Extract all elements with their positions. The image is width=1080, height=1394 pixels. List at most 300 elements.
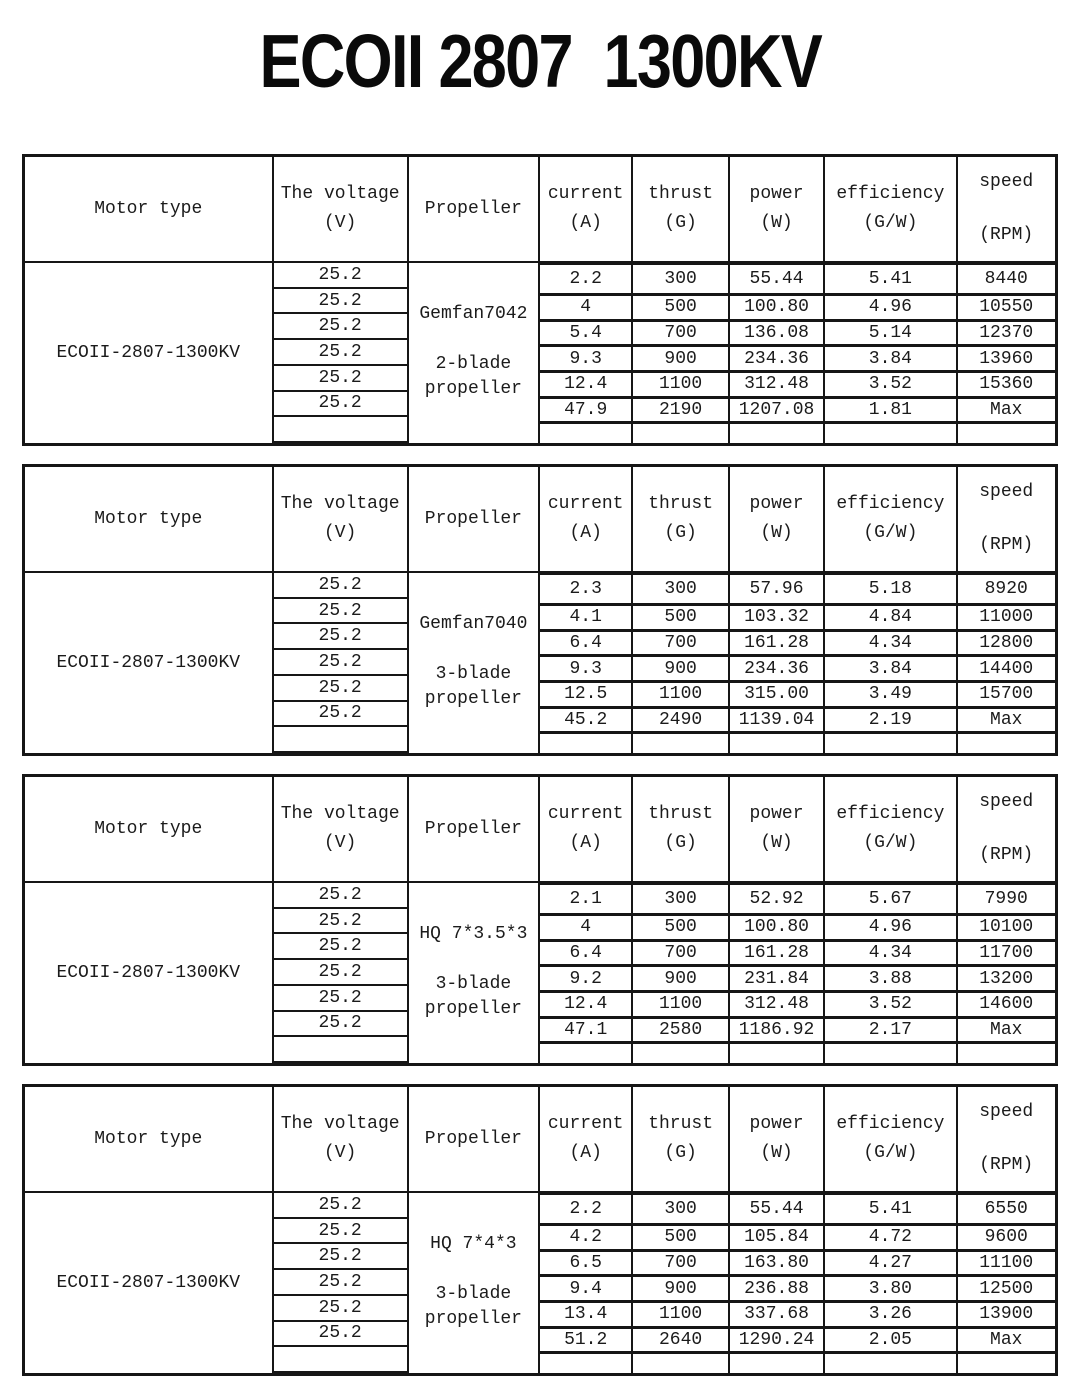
propeller-data-table <box>22 774 1058 1066</box>
header-speed <box>958 777 1055 881</box>
header-power-unit: (W) <box>760 523 793 543</box>
header-power-label: power <box>749 804 804 824</box>
speed-cell <box>958 1044 1055 1063</box>
table-body <box>25 1193 1055 1373</box>
data-row <box>540 709 1055 735</box>
efficiency-cell: 5.67 <box>825 885 957 913</box>
efficiency-cell: 2.17 <box>825 1019 957 1042</box>
speed-cell <box>958 424 1055 443</box>
current-cell: 4 <box>540 296 633 319</box>
header-current <box>540 777 633 881</box>
thrust-cell <box>633 424 729 443</box>
current-cell: 6.5 <box>540 1252 633 1275</box>
header-motor-type <box>25 777 274 881</box>
propeller-blade-type <box>425 972 522 1022</box>
measurement-grid <box>540 1193 1055 1373</box>
voltage-cell: 25.2 <box>274 1270 407 1296</box>
data-row <box>540 657 1055 683</box>
data-row <box>540 347 1055 373</box>
thrust-cell: 2580 <box>633 1019 729 1042</box>
propeller-data-table <box>22 464 1058 756</box>
efficiency-cell <box>825 734 957 753</box>
efficiency-cell <box>825 1044 957 1063</box>
thrust-cell: 500 <box>633 1226 729 1249</box>
data-row <box>540 1252 1055 1278</box>
thrust-cell: 2190 <box>633 399 729 422</box>
efficiency-cell: 3.84 <box>825 347 957 370</box>
header-current-unit: (A) <box>569 833 602 853</box>
propeller-cell <box>409 263 540 443</box>
header-efficiency-unit: (G/W) <box>863 213 918 233</box>
measurement-grid <box>540 883 1055 1063</box>
speed-cell: Max <box>990 1330 1023 1351</box>
header-voltage-unit: (V) <box>323 833 357 853</box>
current-cell: 45.2 <box>540 709 633 732</box>
voltage-cell: 25.2 <box>274 934 407 960</box>
efficiency-cell: 5.14 <box>825 322 957 345</box>
header-power-label: power <box>749 184 804 204</box>
header-thrust-label: thrust <box>648 1114 713 1134</box>
thrust-cell <box>633 1354 729 1373</box>
table-body <box>25 883 1055 1063</box>
speed-cell: 12500 <box>979 1278 1034 1299</box>
speed-cell: 6550 <box>984 1199 1028 1219</box>
motor-type-value: ECOII-2807-1300KV <box>56 653 241 673</box>
header-efficiency <box>825 467 957 571</box>
data-row <box>540 1195 1055 1226</box>
current-cell: 9.3 <box>540 657 633 680</box>
header-current-label: current <box>547 804 624 824</box>
header-current-unit: (A) <box>569 1143 602 1163</box>
thrust-cell: 500 <box>633 296 729 319</box>
thrust-cell: 1100 <box>633 373 729 396</box>
data-row <box>540 916 1055 942</box>
header-thrust-label: thrust <box>648 494 713 514</box>
table-body <box>25 573 1055 753</box>
header-efficiency <box>825 157 957 261</box>
header-voltage-label: The voltage <box>280 494 400 514</box>
voltage-cell <box>274 1037 407 1063</box>
voltage-cell <box>274 727 407 753</box>
page-title-text: ECOII 2807 1300KV <box>259 19 821 103</box>
header-efficiency-label: efficiency <box>836 804 945 824</box>
speed-cell: 15360 <box>979 374 1034 395</box>
efficiency-cell: 3.26 <box>825 1303 957 1326</box>
header-motor-type-label: Motor type <box>94 818 203 839</box>
header-efficiency-label: efficiency <box>836 184 945 204</box>
header-current-label: current <box>547 1114 624 1134</box>
power-cell: 57.96 <box>730 575 825 603</box>
current-cell: 2.2 <box>540 1195 633 1223</box>
propeller-blade-line2: propeller <box>424 689 522 709</box>
voltage-column <box>274 883 409 1063</box>
header-motor-type <box>25 157 274 261</box>
power-cell <box>730 1354 825 1373</box>
thrust-cell: 700 <box>633 942 729 965</box>
header-thrust-unit: (G) <box>664 1143 697 1163</box>
header-efficiency-label: efficiency <box>836 494 945 514</box>
voltage-cell: 25.2 <box>274 1012 407 1038</box>
speed-cell: 11700 <box>979 943 1034 964</box>
header-thrust-label: thrust <box>648 804 713 824</box>
table-header-row <box>25 157 1055 263</box>
power-cell: 100.80 <box>730 296 825 319</box>
efficiency-cell: 3.52 <box>825 373 957 396</box>
header-efficiency <box>825 777 957 881</box>
thrust-cell: 300 <box>633 575 729 603</box>
power-cell: 236.88 <box>730 1277 825 1300</box>
power-cell: 231.84 <box>730 967 825 990</box>
power-cell: 136.08 <box>730 322 825 345</box>
voltage-cell <box>274 417 407 443</box>
data-row <box>540 683 1055 709</box>
header-current <box>540 1087 633 1191</box>
motor-type-value: ECOII-2807-1300KV <box>56 1273 241 1293</box>
header-voltage-label: The voltage <box>280 1114 400 1134</box>
current-cell: 4.2 <box>540 1226 633 1249</box>
power-cell: 103.32 <box>730 606 825 629</box>
current-cell: 2.1 <box>540 885 633 913</box>
thrust-cell: 1100 <box>633 683 729 706</box>
current-cell: 47.9 <box>540 399 633 422</box>
voltage-cell: 25.2 <box>274 599 407 625</box>
header-current <box>540 157 633 261</box>
power-cell: 161.28 <box>730 942 825 965</box>
thrust-cell: 1100 <box>633 993 729 1016</box>
data-row <box>540 373 1055 399</box>
measurement-grid <box>540 263 1055 443</box>
current-cell: 6.4 <box>540 632 633 655</box>
power-cell: 312.48 <box>730 373 825 396</box>
header-speed-unit: (RPM) <box>979 225 1034 245</box>
propeller-blade-line2: propeller <box>424 379 522 399</box>
speed-cell: Max <box>990 710 1023 731</box>
data-row <box>540 967 1055 993</box>
current-cell: 4.1 <box>540 606 633 629</box>
efficiency-cell: 4.96 <box>825 916 957 939</box>
propeller-cell <box>409 883 540 1063</box>
data-row <box>540 885 1055 916</box>
speed-cell: 13900 <box>979 1304 1034 1325</box>
propeller-blade-type <box>425 352 522 402</box>
table-header-row <box>25 467 1055 573</box>
current-cell: 12.4 <box>540 373 633 396</box>
propeller-blade-type <box>425 1282 522 1332</box>
power-cell: 1207.08 <box>730 399 825 422</box>
header-voltage-label: The voltage <box>280 184 400 204</box>
header-power <box>730 1087 825 1191</box>
header-speed-unit: (RPM) <box>979 845 1034 865</box>
propeller-blade-line1: 3-blade <box>435 1284 512 1304</box>
current-cell <box>540 424 633 443</box>
header-power-label: power <box>749 1114 804 1134</box>
header-power <box>730 157 825 261</box>
header-efficiency-unit: (G/W) <box>863 523 918 543</box>
header-speed-label: speed <box>979 172 1034 192</box>
data-row <box>540 575 1055 606</box>
thrust-cell: 900 <box>633 657 729 680</box>
thrust-cell <box>633 734 729 753</box>
propeller-cell <box>409 1193 540 1373</box>
speed-cell: 8440 <box>984 269 1028 289</box>
efficiency-cell <box>825 1354 957 1373</box>
header-motor-type <box>25 1087 274 1191</box>
header-propeller-label: Propeller <box>424 508 522 529</box>
header-propeller <box>409 467 540 571</box>
header-speed-label: speed <box>979 792 1034 812</box>
header-motor-type <box>25 467 274 571</box>
table-header-row <box>25 1087 1055 1193</box>
voltage-cell: 25.2 <box>274 624 407 650</box>
speed-cell: 12800 <box>979 633 1034 654</box>
propeller-data-table <box>22 1084 1058 1376</box>
header-efficiency-label: efficiency <box>836 1114 945 1134</box>
header-voltage <box>274 777 409 881</box>
propeller-cell <box>409 573 540 753</box>
header-speed <box>958 1087 1055 1191</box>
data-row <box>540 296 1055 322</box>
header-voltage-unit: (V) <box>323 1143 357 1163</box>
voltage-cell: 25.2 <box>274 289 407 315</box>
thrust-cell: 300 <box>633 1195 729 1223</box>
motor-type-cell <box>25 883 274 1063</box>
header-thrust-label: thrust <box>648 184 713 204</box>
power-cell: 1186.92 <box>730 1019 825 1042</box>
header-efficiency-unit: (G/W) <box>863 833 918 853</box>
motor-type-cell <box>25 1193 274 1373</box>
data-row <box>540 606 1055 632</box>
header-voltage-unit: (V) <box>323 213 357 233</box>
page-title <box>22 19 1058 103</box>
voltage-cell: 25.2 <box>274 1219 407 1245</box>
header-motor-type-label: Motor type <box>94 508 203 529</box>
thrust-cell: 900 <box>633 347 729 370</box>
power-cell: 234.36 <box>730 657 825 680</box>
efficiency-cell: 3.80 <box>825 1277 957 1300</box>
efficiency-cell: 3.52 <box>825 993 957 1016</box>
speed-cell: Max <box>990 400 1023 421</box>
header-speed-unit: (RPM) <box>979 535 1034 555</box>
header-thrust <box>633 1087 729 1191</box>
header-speed-label: speed <box>979 482 1034 502</box>
thrust-cell: 300 <box>633 885 729 913</box>
voltage-cell: 25.2 <box>274 676 407 702</box>
header-current-unit: (A) <box>569 523 602 543</box>
power-cell: 55.44 <box>730 265 825 293</box>
data-row <box>540 424 1055 443</box>
power-cell: 337.68 <box>730 1303 825 1326</box>
power-cell: 52.92 <box>730 885 825 913</box>
data-row <box>540 399 1055 425</box>
data-row <box>540 1019 1055 1045</box>
data-row <box>540 734 1055 753</box>
current-cell: 9.3 <box>540 347 633 370</box>
efficiency-cell: 5.41 <box>825 1195 957 1223</box>
voltage-cell: 25.2 <box>274 340 407 366</box>
header-speed-unit: (RPM) <box>979 1155 1034 1175</box>
thrust-cell: 900 <box>633 1277 729 1300</box>
data-row <box>540 632 1055 658</box>
propeller-name: HQ 7*3.5*3 <box>419 924 528 944</box>
speed-cell: 11100 <box>979 1253 1034 1274</box>
power-cell: 55.44 <box>730 1195 825 1223</box>
efficiency-cell <box>825 424 957 443</box>
header-power-unit: (W) <box>760 1143 793 1163</box>
speed-cell: 13960 <box>979 348 1034 369</box>
voltage-column <box>274 263 409 443</box>
efficiency-cell: 3.84 <box>825 657 957 680</box>
table-header-row <box>25 777 1055 883</box>
header-propeller <box>409 1087 540 1191</box>
data-row <box>540 1044 1055 1063</box>
current-cell: 6.4 <box>540 942 633 965</box>
current-cell: 51.2 <box>540 1329 633 1352</box>
voltage-cell: 25.2 <box>274 1244 407 1270</box>
voltage-column <box>274 573 409 753</box>
efficiency-cell: 5.18 <box>825 575 957 603</box>
header-propeller-label: Propeller <box>424 198 522 219</box>
speed-cell: 15700 <box>979 684 1034 705</box>
propeller-name: Gemfan7042 <box>419 304 528 324</box>
speed-cell: 12370 <box>979 323 1034 344</box>
motor-type-value: ECOII-2807-1300KV <box>56 343 241 363</box>
current-cell: 2.2 <box>540 265 633 293</box>
propeller-data-table <box>22 154 1058 446</box>
power-cell: 1290.24 <box>730 1329 825 1352</box>
efficiency-cell: 4.34 <box>825 942 957 965</box>
propeller-blade-line1: 3-blade <box>435 974 512 994</box>
voltage-column <box>274 1193 409 1373</box>
power-cell: 234.36 <box>730 347 825 370</box>
power-cell <box>730 1044 825 1063</box>
voltage-cell: 25.2 <box>274 883 407 909</box>
header-propeller-label: Propeller <box>424 1128 522 1149</box>
table-body <box>25 263 1055 443</box>
header-thrust-unit: (G) <box>664 833 697 853</box>
speed-cell: 8920 <box>984 579 1028 599</box>
speed-cell: Max <box>990 1020 1023 1041</box>
thrust-cell: 700 <box>633 322 729 345</box>
voltage-cell: 25.2 <box>274 909 407 935</box>
voltage-cell: 25.2 <box>274 314 407 340</box>
voltage-cell: 25.2 <box>274 650 407 676</box>
data-row <box>540 1329 1055 1355</box>
efficiency-cell: 1.81 <box>825 399 957 422</box>
power-cell: 105.84 <box>730 1226 825 1249</box>
voltage-cell: 25.2 <box>274 986 407 1012</box>
efficiency-cell: 3.88 <box>825 967 957 990</box>
header-motor-type-label: Motor type <box>94 198 203 219</box>
data-row <box>540 993 1055 1019</box>
current-cell <box>540 1354 633 1373</box>
current-cell <box>540 734 633 753</box>
propeller-blade-line1: 3-blade <box>435 664 512 684</box>
header-voltage-label: The voltage <box>280 804 400 824</box>
thrust-cell: 500 <box>633 916 729 939</box>
header-propeller <box>409 777 540 881</box>
header-power <box>730 777 825 881</box>
power-cell: 163.80 <box>730 1252 825 1275</box>
header-current <box>540 467 633 571</box>
efficiency-cell: 2.05 <box>825 1329 957 1352</box>
current-cell: 13.4 <box>540 1303 633 1326</box>
power-cell: 1139.04 <box>730 709 825 732</box>
motor-type-value: ECOII-2807-1300KV <box>56 963 241 983</box>
thrust-cell: 2640 <box>633 1329 729 1352</box>
header-propeller <box>409 157 540 261</box>
current-cell: 4 <box>540 916 633 939</box>
efficiency-cell: 4.84 <box>825 606 957 629</box>
speed-cell: 14400 <box>979 658 1034 679</box>
speed-cell: 10100 <box>979 917 1034 938</box>
header-voltage <box>274 157 409 261</box>
header-efficiency <box>825 1087 957 1191</box>
data-row <box>540 1277 1055 1303</box>
measurement-grid <box>540 573 1055 753</box>
speed-cell: 11000 <box>979 607 1034 628</box>
header-thrust <box>633 777 729 881</box>
power-cell: 315.00 <box>730 683 825 706</box>
data-row <box>540 1303 1055 1329</box>
speed-cell <box>958 1354 1055 1373</box>
header-speed <box>958 467 1055 571</box>
header-propeller-label: Propeller <box>424 818 522 839</box>
current-cell: 12.4 <box>540 993 633 1016</box>
power-cell: 312.48 <box>730 993 825 1016</box>
header-voltage <box>274 467 409 571</box>
current-cell: 12.5 <box>540 683 633 706</box>
speed-cell: 9600 <box>984 1227 1028 1248</box>
propeller-blade-line2: propeller <box>424 999 522 1019</box>
header-speed-label: speed <box>979 1102 1034 1122</box>
motor-type-cell <box>25 573 274 753</box>
thrust-cell: 1100 <box>633 1303 729 1326</box>
thrust-cell <box>633 1044 729 1063</box>
header-power-unit: (W) <box>760 833 793 853</box>
voltage-cell: 25.2 <box>274 392 407 418</box>
current-cell: 5.4 <box>540 322 633 345</box>
header-current-label: current <box>547 184 624 204</box>
header-thrust <box>633 467 729 571</box>
voltage-cell: 25.2 <box>274 366 407 392</box>
current-cell: 47.1 <box>540 1019 633 1042</box>
efficiency-cell: 4.96 <box>825 296 957 319</box>
header-current-label: current <box>547 494 624 514</box>
header-current-unit: (A) <box>569 213 602 233</box>
voltage-cell: 25.2 <box>274 702 407 728</box>
voltage-cell: 25.2 <box>274 1193 407 1219</box>
propeller-name: HQ 7*4*3 <box>430 1234 517 1254</box>
thrust-cell: 500 <box>633 606 729 629</box>
propeller-name: Gemfan7040 <box>419 614 528 634</box>
current-cell: 9.2 <box>540 967 633 990</box>
power-cell: 161.28 <box>730 632 825 655</box>
voltage-cell: 25.2 <box>274 960 407 986</box>
data-row <box>540 1226 1055 1252</box>
header-thrust <box>633 157 729 261</box>
header-thrust-unit: (G) <box>664 213 697 233</box>
current-cell: 9.4 <box>540 1277 633 1300</box>
efficiency-cell: 4.27 <box>825 1252 957 1275</box>
thrust-cell: 900 <box>633 967 729 990</box>
thrust-cell: 700 <box>633 632 729 655</box>
voltage-cell: 25.2 <box>274 1296 407 1322</box>
efficiency-cell: 4.72 <box>825 1226 957 1249</box>
header-power-label: power <box>749 494 804 514</box>
header-power <box>730 467 825 571</box>
efficiency-cell: 5.41 <box>825 265 957 293</box>
voltage-cell <box>274 1347 407 1373</box>
